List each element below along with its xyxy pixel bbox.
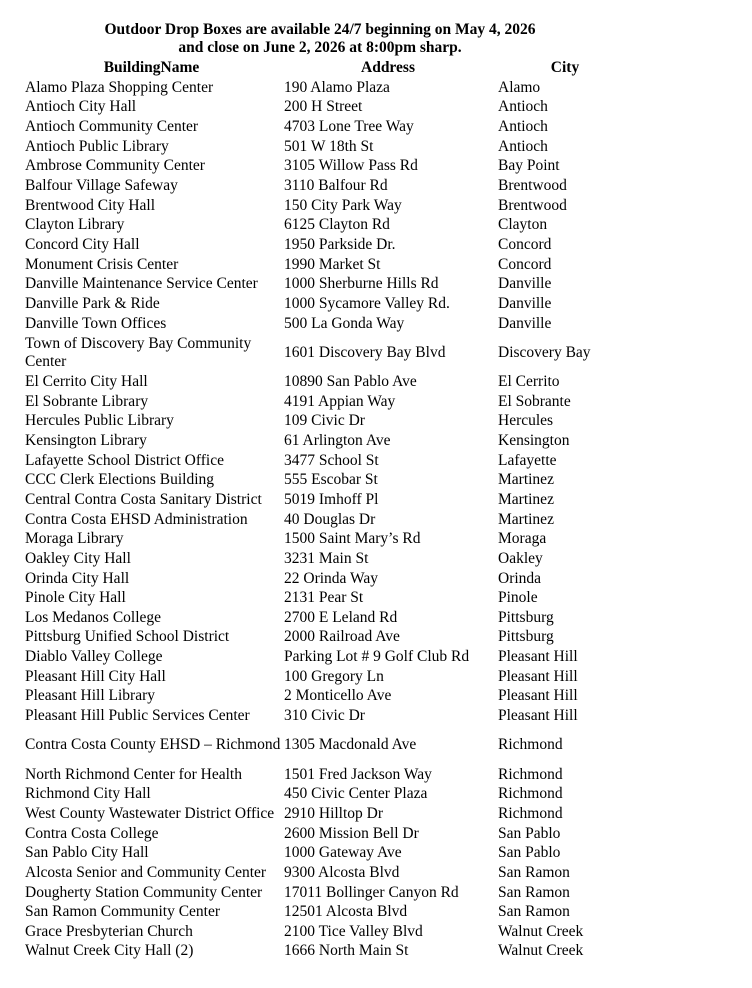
city-cell: Pinole <box>498 589 538 607</box>
table-row <box>22 215 635 235</box>
address-cell: 5019 Imhoff Pl <box>284 490 379 508</box>
city-cell: Pittsburg <box>498 628 554 646</box>
building-name-cell: Walnut Creek City Hall (2) <box>25 942 194 960</box>
building-name-cell: Orinda City Hall <box>25 569 130 587</box>
table-row <box>22 843 635 863</box>
building-name-cell: Concord City Hall <box>25 235 140 253</box>
city-cell: Concord <box>498 255 552 273</box>
header-building-name: BuildingName <box>103 59 200 76</box>
city-cell: San Ramon <box>498 863 570 881</box>
table-row <box>22 471 635 491</box>
table-row <box>22 412 635 432</box>
table-row <box>22 78 635 98</box>
building-name-cell: Pinole City Hall <box>25 589 126 607</box>
building-name-cell: Los Medanos College <box>25 608 162 626</box>
address-cell: Parking Lot # 9 Golf Club Rd <box>284 648 470 666</box>
table-row <box>22 883 635 903</box>
table-row <box>22 706 635 726</box>
building-name-cell: San Pablo City Hall <box>25 844 149 862</box>
city-cell: Danville <box>498 294 552 312</box>
city-cell: Brentwood <box>498 196 567 214</box>
building-name-cell: Danville Park & Ride <box>25 294 160 312</box>
building-name-cell: Town of Discovery Bay Community Center <box>25 334 252 370</box>
table-row <box>22 451 635 471</box>
table-row <box>22 785 635 805</box>
address-cell: 2131 Pear St <box>284 589 364 607</box>
building-name-cell: Antioch City Hall <box>25 98 137 116</box>
table-row <box>22 549 635 569</box>
building-name-cell: San Ramon Community Center <box>25 903 221 921</box>
table-header-row <box>22 58 635 78</box>
building-name-cell: El Cerrito City Hall <box>25 373 148 391</box>
table-row <box>22 726 635 765</box>
city-cell: Moraga <box>498 530 547 548</box>
city-cell: Bay Point <box>498 157 560 175</box>
city-cell: San Pablo <box>498 824 561 842</box>
city-cell: Richmond <box>498 736 563 754</box>
building-name-cell: Richmond City Hall <box>25 785 151 803</box>
address-cell: 9300 Alcosta Blvd <box>284 863 400 881</box>
address-cell: 3231 Main St <box>284 549 369 567</box>
table-row <box>22 569 635 589</box>
table-row <box>22 176 635 196</box>
city-cell: Discovery Bay <box>498 343 591 361</box>
table-row <box>22 255 635 275</box>
building-name-cell: West County Wastewater District Office <box>25 804 275 822</box>
address-cell: 22 Orinda Way <box>284 569 379 587</box>
header-address: Address <box>361 59 415 76</box>
address-cell: 100 Gregory Ln <box>284 667 384 685</box>
building-name-cell: CCC Clerk Elections Building <box>25 471 215 489</box>
table-row <box>22 392 635 412</box>
address-cell: 1501 Fred Jackson Way <box>284 765 432 783</box>
city-cell: Concord <box>498 235 552 253</box>
building-name-cell: Dougherty Station Community Center <box>25 883 263 901</box>
table-row <box>22 294 635 314</box>
building-name-cell: Ambrose Community Center <box>25 157 205 175</box>
city-cell: Richmond <box>498 765 563 783</box>
heading-line-1: Outdoor Drop Boxes are available 24/7 beginning on May 4, 2026 <box>104 21 536 38</box>
building-name-cell: Antioch Community Center <box>25 118 199 136</box>
table-body <box>22 78 635 961</box>
building-name-cell: El Sobrante Library <box>25 392 149 410</box>
city-cell: Walnut Creek <box>498 942 584 960</box>
address-cell: 17011 Bollinger Canyon Rd <box>284 883 459 901</box>
city-cell: Orinda <box>498 569 542 587</box>
city-cell: Pleasant Hill <box>498 648 578 666</box>
building-name-cell: Lafayette School District Office <box>25 451 224 469</box>
city-cell: Walnut Creek <box>498 922 584 940</box>
building-name-cell: Pleasant Hill Public Services Center <box>25 707 250 725</box>
table-row <box>22 98 635 118</box>
city-cell: Danville <box>498 275 552 293</box>
address-cell: 2100 Tice Valley Blvd <box>284 922 423 940</box>
address-cell: 10890 San Pablo Ave <box>284 373 417 391</box>
address-cell: 190 Alamo Plaza <box>284 78 390 96</box>
address-cell: 1601 Discovery Bay Blvd <box>284 343 446 361</box>
table-row <box>22 196 635 216</box>
address-cell: 150 City Park Way <box>284 196 402 214</box>
table-row <box>22 117 635 137</box>
table-row <box>22 137 635 157</box>
table-row <box>22 647 635 667</box>
building-name-cell: Brentwood City Hall <box>25 196 156 214</box>
table-row <box>22 274 635 294</box>
address-cell: 3477 School St <box>284 451 379 469</box>
table-row <box>22 490 635 510</box>
heading-line-2: and close on June 2, 2026 at 8:00pm sharp. <box>178 39 462 56</box>
building-name-cell: Grace Presbyterian Church <box>25 922 193 940</box>
building-name-cell: Oakley City Hall <box>25 549 131 567</box>
city-cell: Antioch <box>498 98 548 116</box>
building-name-cell: Contra Costa EHSD Administration <box>25 510 248 528</box>
table-row <box>22 628 635 648</box>
address-cell: 500 La Gonda Way <box>284 314 405 332</box>
address-cell: 1666 North Main St <box>284 942 409 960</box>
city-cell: Hercules <box>498 412 554 430</box>
address-cell: 2000 Railroad Ave <box>284 628 400 646</box>
city-cell: Clayton <box>498 216 548 234</box>
table-row <box>22 372 635 392</box>
city-cell: Kensington <box>498 432 570 450</box>
table-row <box>22 942 635 962</box>
table-row <box>22 157 635 177</box>
address-cell: 2700 E Leland Rd <box>284 608 398 626</box>
city-cell: Antioch <box>498 137 548 155</box>
city-cell: Richmond <box>498 804 563 822</box>
city-cell: Antioch <box>498 118 548 136</box>
city-cell: El Cerrito <box>498 373 560 391</box>
city-cell: Alamo <box>498 78 541 96</box>
building-name-cell: Kensington Library <box>25 432 147 450</box>
address-cell: 501 W 18th St <box>284 137 374 155</box>
city-cell: Richmond <box>498 785 563 803</box>
table-row <box>22 333 635 372</box>
building-name-cell: Danville Maintenance Service Center <box>25 275 258 293</box>
city-cell: Brentwood <box>498 177 567 195</box>
address-cell: 12501 Alcosta Blvd <box>284 903 408 921</box>
address-cell: 1990 Market St <box>284 255 381 273</box>
address-cell: 40 Douglas Dr <box>284 510 376 528</box>
city-cell: Danville <box>498 314 552 332</box>
address-cell: 1950 Parkside Dr. <box>284 235 396 253</box>
address-cell: 1305 Macdonald Ave <box>284 736 417 754</box>
table-row <box>22 922 635 942</box>
table-row <box>22 863 635 883</box>
table-row <box>22 431 635 451</box>
city-cell: San Pablo <box>498 844 561 862</box>
building-name-cell: Pleasant Hill Library <box>25 687 155 705</box>
table-row <box>22 687 635 707</box>
address-cell: 4191 Appian Way <box>284 392 396 410</box>
address-cell: 450 Civic Center Plaza <box>284 785 428 803</box>
city-cell: Oakley <box>498 549 543 567</box>
table-row <box>22 314 635 334</box>
address-cell: 1000 Sherburne Hills Rd <box>284 275 439 293</box>
building-name-cell: North Richmond Center for Health <box>25 765 242 783</box>
city-cell: Pleasant Hill <box>498 707 578 725</box>
building-name-cell: Moraga Library <box>25 530 124 548</box>
building-name-cell: Clayton Library <box>25 216 125 234</box>
building-name-cell: Alamo Plaza Shopping Center <box>25 78 214 96</box>
building-name-cell: Alcosta Senior and Community Center <box>25 863 267 881</box>
city-cell: San Ramon <box>498 883 570 901</box>
building-name-cell: Hercules Public Library <box>25 412 174 430</box>
table-row <box>22 510 635 530</box>
address-cell: 2910 Hilltop Dr <box>284 804 384 822</box>
table-row <box>22 529 635 549</box>
address-cell: 555 Escobar St <box>284 471 378 489</box>
table-row <box>22 588 635 608</box>
building-name-cell: Pleasant Hill City Hall <box>25 667 166 685</box>
city-cell: Pleasant Hill <box>498 667 578 685</box>
city-cell: Martinez <box>498 510 554 528</box>
building-name-cell: Monument Crisis Center <box>25 255 179 273</box>
city-cell: Pleasant Hill <box>498 687 578 705</box>
address-cell: 310 Civic Dr <box>284 707 365 725</box>
address-cell: 1500 Saint Mary’s Rd <box>284 530 421 548</box>
address-cell: 3110 Balfour Rd <box>284 177 388 195</box>
building-name-cell: Contra Costa College <box>25 824 159 842</box>
address-cell: 61 Arlington Ave <box>284 432 391 450</box>
building-name-cell: Diablo Valley College <box>25 648 163 666</box>
city-cell: Martinez <box>498 490 554 508</box>
city-cell: El Sobrante <box>498 392 571 410</box>
table-row <box>22 804 635 824</box>
address-cell: 3105 Willow Pass Rd <box>284 157 418 175</box>
address-cell: 109 Civic Dr <box>284 412 365 430</box>
building-name-cell: Contra Costa County EHSD – Richmond <box>25 736 281 754</box>
address-cell: 1000 Sycamore Valley Rd. <box>284 294 450 312</box>
city-cell: Lafayette <box>498 451 557 469</box>
building-name-cell: Pittsburg Unified School District <box>25 628 230 646</box>
city-cell: San Ramon <box>498 903 570 921</box>
table-row <box>22 824 635 844</box>
table-row <box>22 608 635 628</box>
city-cell: Pittsburg <box>498 608 554 626</box>
address-cell: 2600 Mission Bell Dr <box>284 824 419 842</box>
header-city: City <box>550 59 580 76</box>
drop-box-table <box>22 58 635 961</box>
table-row <box>22 235 635 255</box>
building-name-cell: Danville Town Offices <box>25 314 167 332</box>
address-cell: 6125 Clayton Rd <box>284 216 390 234</box>
building-name-cell: Balfour Village Safeway <box>25 177 178 195</box>
table-row <box>22 667 635 687</box>
address-cell: 4703 Lone Tree Way <box>284 118 414 136</box>
city-cell: Martinez <box>498 471 554 489</box>
building-name-cell: Central Contra Costa Sanitary District <box>25 490 262 508</box>
address-cell: 2 Monticello Ave <box>284 687 392 705</box>
table-row <box>22 765 635 785</box>
address-cell: 200 H Street <box>284 98 363 116</box>
building-name-cell: Antioch Public Library <box>25 137 169 155</box>
page-heading <box>0 21 640 57</box>
address-cell: 1000 Gateway Ave <box>284 844 402 862</box>
table-row <box>22 902 635 922</box>
